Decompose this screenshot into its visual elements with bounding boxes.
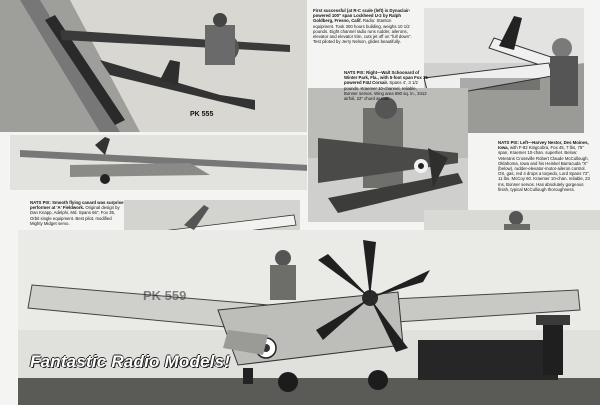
caption-u2-lead: First successful (at R-C scale (left) is Dynaclair-powered 100" span Lockheed U-2 by Ralph Goldberg, Fresno, Calif.: [313, 8, 411, 24]
caption-kingcobra-lead: NATS PIX: Left—Harvey Nestor, Des Moines, Iowa,: [498, 140, 589, 151]
photo-silver-jet: [10, 135, 307, 190]
photo-main-aircraft: [18, 230, 600, 405]
photo-corsair: [308, 88, 468, 222]
photo-u2-model: [0, 0, 307, 132]
caption-u2-body: Radio: Stanton equipment. Took 300 hours building, weighs 10 1/2 pounds. Eight channel radio runs rudder, ailerons, elevator and elevator trim, cuts jet off on "full down". Test piloted by Jerry Nelson, glides beautifully.: [313, 18, 412, 45]
caption-canard-lead: NATS PIX: Smooth flying canard was surprise performer at 'A' Fieldwork.: [30, 200, 124, 211]
silver-jet-image: [10, 135, 307, 190]
caption-kingcobra-body: with F-82 Kingcobra, Fox 45, 7 lbs, 75" span, Kraemer 10-chan. superhet. Below: Veterans Crossville Robert Claude McCullough, Oklahoma, Iowa and his Heinkel Barracuda "X" (below), rudder-elevator-motor-aileron control. OS, gas, red 4 drops a torpedo, Lord Spans 72", 11 lbs. McCoy 60. Kraemer 10-chan. reliable, 23 ms, Bonner servos. Has absolutely gorgeous finish, typical McCullough thoroughness.: [498, 145, 591, 192]
u2-tail-code: PK 555: [190, 111, 214, 118]
corsair-image: [308, 88, 468, 222]
caption-kingcobra: [498, 140, 593, 192]
main-aircraft-image: [18, 230, 600, 405]
caption-canard-body: Original design by Dan Knapp, Adelphi, Md. Spans 66", Fox 35, Orbit single equipment. Best pilot, modified Mighty Midget servo.: [30, 205, 120, 226]
caption-corsair: [344, 70, 429, 101]
caption-u2: [313, 8, 413, 44]
caption-canard: [30, 200, 125, 226]
caption-corsair-lead: NATS PIX: Right—Walt Schoonard of Winter Park, Fla., with 5-foot span Fox 35 powered F4U Corsair.: [344, 70, 428, 86]
u2-model-image: [0, 0, 307, 132]
caption-corsair-body: Spans 4', 3 1/2 pounds. Kraemer 10-channel, reliable, Bonner servos. Wing area 690 sq. in., 3412 airfoil, 22" chord at root.: [344, 80, 427, 102]
main-aircraft-marking: PK 559: [143, 288, 187, 303]
page-headline: Fantastic Radio Models!: [30, 352, 231, 371]
